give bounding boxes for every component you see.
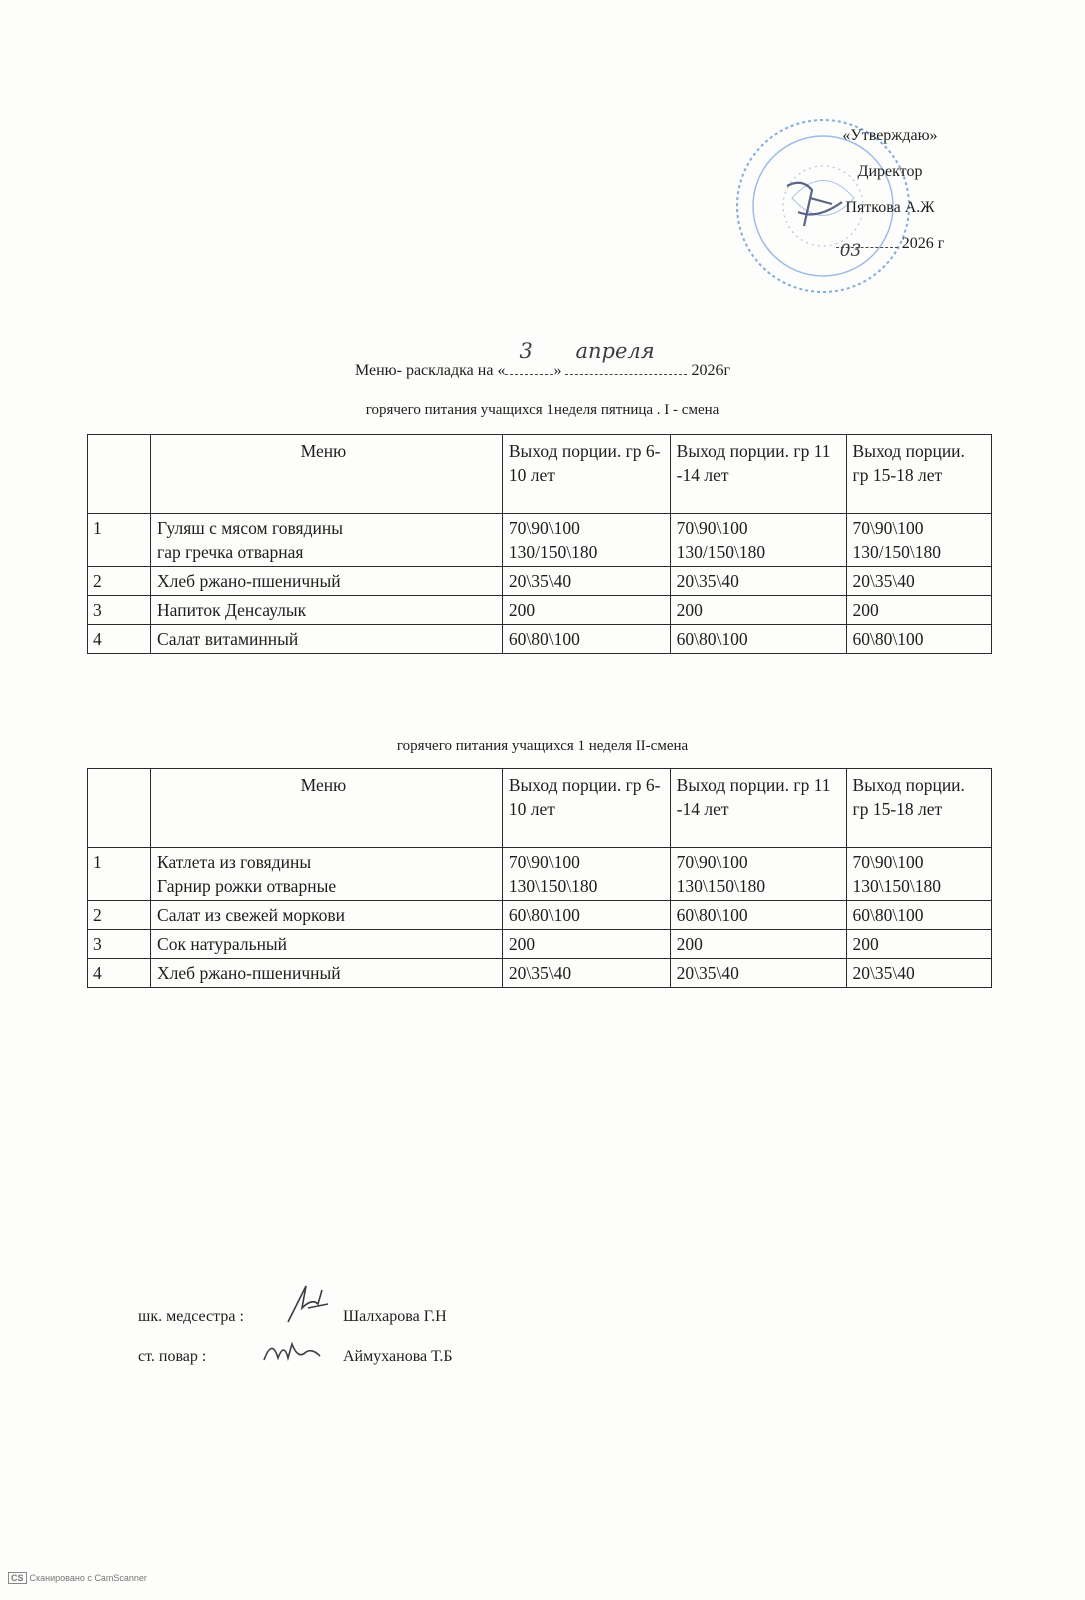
portion-6-10 bbox=[502, 959, 670, 988]
title-quote-open: « bbox=[497, 362, 506, 379]
title-quote-close: » bbox=[553, 362, 562, 379]
row-number: 1 bbox=[88, 848, 151, 901]
row-number: 3 bbox=[88, 930, 151, 959]
table-row bbox=[88, 848, 992, 901]
title-year: 2026г bbox=[691, 362, 731, 379]
dish-name-line: Гарнир рожки отварные bbox=[157, 876, 337, 896]
portion-6-10-line: 60\80\100 bbox=[508, 905, 580, 925]
dish-name-line: Хлеб ржано-пшеничный bbox=[157, 571, 341, 591]
menu-table-shift2 bbox=[87, 768, 992, 988]
portion-15-18 bbox=[846, 959, 991, 988]
portion-11-14 bbox=[670, 567, 846, 596]
dish-name bbox=[151, 567, 503, 596]
portion-11-14 bbox=[670, 848, 846, 901]
section1-header-cell: Выход порции. гр 11 -14 лет bbox=[670, 435, 846, 514]
portion-15-18 bbox=[846, 514, 991, 567]
table-row bbox=[88, 514, 992, 567]
scanner-footer bbox=[8, 1572, 147, 1584]
section1-header-cell bbox=[88, 435, 151, 514]
portion-15-18-line: 60\80\100 bbox=[852, 629, 924, 649]
portion-15-18 bbox=[846, 930, 991, 959]
portion-15-18-line: 200 bbox=[852, 934, 879, 954]
portion-6-10-line: 20\35\40 bbox=[508, 963, 572, 983]
approval-date-handwritten: 03 bbox=[839, 241, 862, 261]
portion-11-14-line: 60\80\100 bbox=[676, 905, 748, 925]
portion-6-10 bbox=[502, 930, 670, 959]
portion-6-10 bbox=[502, 848, 670, 901]
portion-6-10 bbox=[502, 596, 670, 625]
portion-6-10-line: 20\35\40 bbox=[508, 571, 572, 591]
portion-11-14-line: 70\90\100 bbox=[676, 518, 748, 538]
portion-6-10-line: 70\90\100 bbox=[508, 852, 580, 872]
title-day: 3 bbox=[519, 339, 533, 363]
title-month: апреля bbox=[575, 339, 655, 363]
portion-6-10-line: 200 bbox=[508, 934, 536, 954]
title-prefix: Меню- раскладка на bbox=[354, 362, 494, 379]
approval-director-name: Пяткова А.Ж bbox=[845, 199, 935, 216]
row-number: 2 bbox=[88, 901, 151, 930]
section2-header-cell: Меню bbox=[151, 769, 503, 848]
menu-table-shift1-body bbox=[88, 435, 992, 654]
portion-15-18-line: 70\90\100 bbox=[852, 518, 924, 538]
dish-name-line: Сок натуральный bbox=[157, 934, 288, 954]
portion-11-14-line: 130/150\180 bbox=[676, 542, 766, 562]
section1-header-cell: Выход порции. гр 6-10 лет bbox=[502, 435, 670, 514]
dish-name-line: Напиток Денсаулык bbox=[157, 600, 307, 620]
cook-name: Аймуханова Т.Б bbox=[343, 1348, 453, 1365]
section1-header-cell: Выход порции. гр 15-18 лет bbox=[846, 435, 991, 514]
dish-name-line: Салат витаминный bbox=[157, 629, 299, 649]
portion-6-10-line: 200 bbox=[508, 600, 536, 620]
portion-6-10 bbox=[502, 567, 670, 596]
row-number: 2 bbox=[88, 567, 151, 596]
portion-11-14-line: 20\35\40 bbox=[676, 571, 739, 591]
table-row bbox=[88, 901, 992, 930]
portion-11-14 bbox=[670, 625, 846, 654]
section2-header-cell bbox=[88, 769, 151, 848]
table-row bbox=[88, 930, 992, 959]
cook-role: ст. повар : bbox=[138, 1348, 207, 1365]
portion-15-18-line: 130/150\180 bbox=[852, 542, 942, 562]
portion-6-10-line: 60\80\100 bbox=[508, 629, 580, 649]
table-row bbox=[88, 596, 992, 625]
nurse-signature-mark bbox=[278, 1278, 340, 1330]
dish-name bbox=[151, 901, 503, 930]
cook-signature-mark bbox=[258, 1334, 326, 1370]
portion-11-14-line: 60\80\100 bbox=[676, 629, 748, 649]
title-month-field bbox=[565, 339, 687, 375]
portion-11-14-line: 70\90\100 bbox=[676, 852, 748, 872]
portion-6-10 bbox=[502, 901, 670, 930]
portion-15-18-line: 20\35\40 bbox=[852, 963, 915, 983]
portion-11-14 bbox=[670, 959, 846, 988]
scanner-footer-text: Сканировано с CamScanner bbox=[29, 1573, 147, 1583]
portion-6-10-line: 130\150\180 bbox=[508, 876, 598, 896]
dish-name bbox=[151, 848, 503, 901]
portion-6-10 bbox=[502, 625, 670, 654]
section1-subtitle: горячего питания учащихся 1неделя пятница . I - смена bbox=[365, 402, 720, 418]
row-number: 4 bbox=[88, 959, 151, 988]
menu-table-shift2-body bbox=[88, 769, 992, 988]
dish-name bbox=[151, 596, 503, 625]
signature-nurse bbox=[138, 1308, 447, 1326]
dish-name bbox=[151, 625, 503, 654]
portion-11-14-line: 200 bbox=[676, 600, 703, 620]
approval-block bbox=[775, 118, 1005, 262]
portion-6-10 bbox=[502, 514, 670, 567]
row-number: 4 bbox=[88, 625, 151, 654]
portion-15-18-line: 130\150\180 bbox=[852, 876, 942, 896]
portion-11-14-line: 20\35\40 bbox=[676, 963, 739, 983]
portion-15-18 bbox=[846, 625, 991, 654]
portion-15-18-line: 20\35\40 bbox=[852, 571, 915, 591]
dish-name-line: Гуляш с мясом говядины bbox=[157, 518, 343, 538]
portion-15-18 bbox=[846, 567, 991, 596]
dish-name-line: Салат из свежей моркови bbox=[157, 905, 345, 925]
title-day-field bbox=[505, 339, 553, 375]
dish-name bbox=[151, 959, 503, 988]
camscanner-logo-icon: CS bbox=[8, 1572, 27, 1584]
approval-year: 2026 г bbox=[901, 235, 945, 252]
portion-11-14 bbox=[670, 901, 846, 930]
section2-header-cell: Выход порции. гр 6-10 лет bbox=[502, 769, 670, 848]
portion-11-14 bbox=[670, 596, 846, 625]
table-row bbox=[88, 625, 992, 654]
menu-table-shift1 bbox=[87, 434, 992, 654]
portion-15-18-line: 60\80\100 bbox=[852, 905, 924, 925]
portion-6-10-line: 70\90\100 bbox=[508, 518, 580, 538]
portion-15-18-line: 200 bbox=[852, 600, 879, 620]
portion-11-14-line: 200 bbox=[676, 934, 703, 954]
section2-header-cell: Выход порции. гр 11 -14 лет bbox=[670, 769, 846, 848]
table-row bbox=[88, 959, 992, 988]
approval-position: Директор bbox=[857, 163, 923, 180]
signature-cook bbox=[138, 1348, 453, 1366]
portion-15-18 bbox=[846, 848, 991, 901]
page-title bbox=[0, 339, 1085, 380]
portion-6-10-line: 130/150\180 bbox=[508, 542, 598, 562]
portion-15-18 bbox=[846, 596, 991, 625]
approval-heading: «Утверждаю» bbox=[842, 127, 938, 144]
dish-name bbox=[151, 514, 503, 567]
nurse-name: Шалхарова Г.Н bbox=[343, 1308, 447, 1325]
section1-header-cell: Меню bbox=[151, 435, 503, 514]
dish-name-line: Катлета из говядины bbox=[157, 852, 312, 872]
table-row bbox=[88, 567, 992, 596]
section2-header-cell: Выход порции. гр 15-18 лет bbox=[846, 769, 991, 848]
row-number: 3 bbox=[88, 596, 151, 625]
nurse-role: шк. медсестра : bbox=[138, 1308, 244, 1325]
section1-header-row bbox=[88, 435, 992, 514]
dish-name-line: гар гречка отварная bbox=[157, 542, 304, 562]
portion-11-14-line: 130\150\180 bbox=[676, 876, 766, 896]
portion-15-18 bbox=[846, 901, 991, 930]
portion-11-14 bbox=[670, 514, 846, 567]
portion-11-14 bbox=[670, 930, 846, 959]
approval-date bbox=[775, 226, 1005, 262]
dish-name-line: Хлеб ржано-пшеничный bbox=[157, 963, 341, 983]
section2-subtitle: горячего питания учащихся 1 неделя II-смена bbox=[396, 738, 689, 754]
dish-name bbox=[151, 930, 503, 959]
row-number: 1 bbox=[88, 514, 151, 567]
section2-header-row bbox=[88, 769, 992, 848]
portion-15-18-line: 70\90\100 bbox=[852, 852, 924, 872]
